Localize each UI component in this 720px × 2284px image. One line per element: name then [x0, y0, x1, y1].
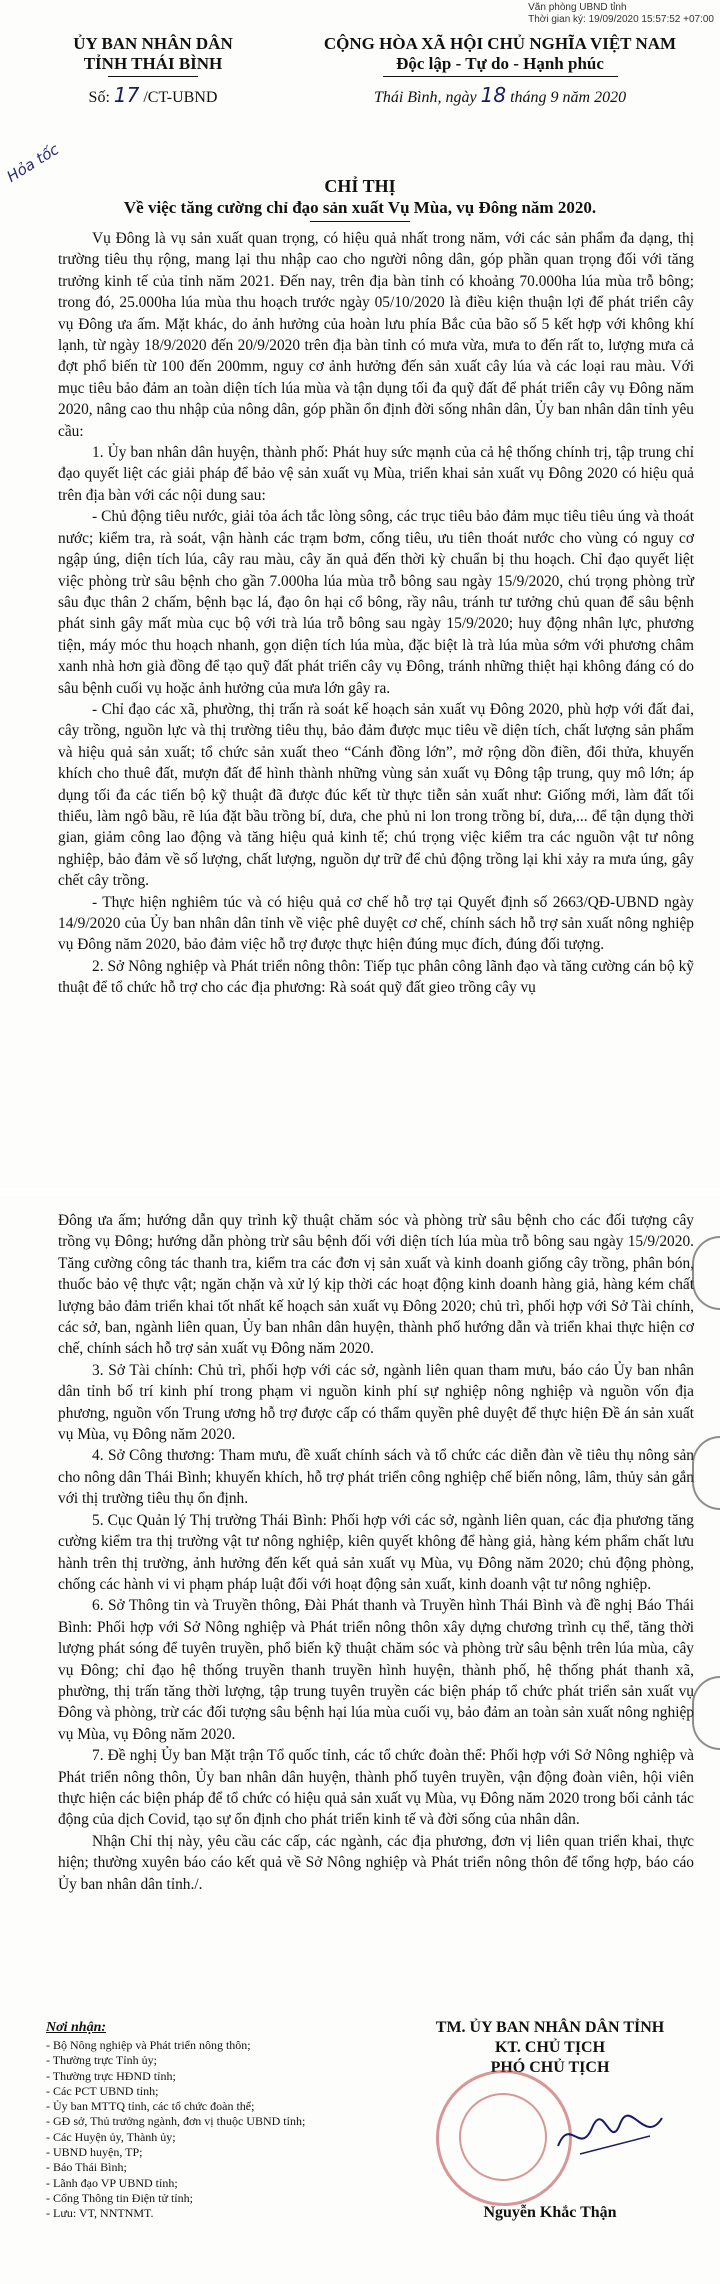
recipient-item: - Các Huyện ủy, Thành ủy; — [46, 2129, 176, 2144]
recipient-item: - Lãnh đạo VP UBND tỉnh; — [46, 2175, 178, 2190]
signer-name: Nguyễn Khắc Thận — [483, 2204, 617, 2221]
document-subject: Về việc tăng cường chỉ đạo sản xuất Vụ Mùa, vụ Đông năm 2020. — [123, 198, 597, 217]
paragraph: 5. Cục Quản lý Thị trường Thái Bình: Phối hợp với các sở, ngành liên quan, các địa phương tăng cường kiểm tra thị trường vật tư nông nghiệp, kiên quyết không để hàng giả, hàng kém phẩm chất lưu hành trên thị trường, ảnh hưởng đến kết quả sản xuất vụ Mùa, vụ Đông năm 2020; chủ động phòng, chống các hành vi vi phạm pháp luật đối với hoạt động sản xuất, kinh doanh vật tư nông nghiệp. — [58, 1511, 694, 1593]
paragraph: - Chỉ đạo các xã, phường, thị trấn rà soát kế hoạch sản xuất vụ Đông 2020, phù hợp với đất đai, cây trồng, nguồn lực và thị trường tiêu thụ, bảo đảm được mục tiêu về diện tích, chất lượng sản phẩm và hiệu quả sản xuất; tổ chức sản xuất theo “Cánh đồng lớn”, mở rộng dồn điền, đổi thửa, khuyến khích cho thuê đất, mượn đất để hình thành những vùng sản xuất vụ Đông tập trung, quy mô lớn; áp dụng tối đa các tiến bộ kỹ thuật đã được đúc kết từ thực tiễn sản xuất như: Giống mới, làm đất tối thiểu, làm ngô bầu, rẽ lúa đặt bầu trồng bí, dưa, che phủ ni lon trong trồng bí, dưa,... để tận dụng thời gian, giảm công lao động và tăng hiệu quả kinh tế; chú trọng việc kiểm tra các nguồn vật tư nông nghiệp, bảo đảm về số lượng, chất lượng, nguồn dự trữ để chủ động trồng lại khi xảy ra mưa úng, gây chết cây trồng. — [58, 700, 694, 890]
recipient-item: - Bộ Nông nghiệp và Phát triển nông thôn; — [46, 2038, 251, 2052]
paragraph: - Thực hiện nghiêm túc và có hiệu quả cơ chế hỗ trợ tại Quyết định số 2663/QĐ-UBND ngày 14/9/2020 của Ủy ban nhân dân tỉnh về việc phê duyệt cơ chế, chính sách hỗ trợ sản xuất nông nghiệp vụ Đông năm 2020, bảo đảm việc hỗ trợ được thực hiện đúng mục đích, đúng đối tượng. — [58, 893, 694, 954]
paragraph: - Chủ động tiêu nước, giải tỏa ách tắc lòng sông, các trục tiêu bảo đảm mục tiêu tiêu úng và thoát nước; kiểm tra, rà soát, vận hành các trạm bơm, cống tiêu, ưu tiên thoát nước cho vùng có nguy cơ ngập úng, diện tích lúa, cây rau màu, cây ăn quả đến thời kỳ chuẩn bị thu hoạch. Chỉ đạo quyết liệt việc phòng trừ sâu bệnh cho gần 7.000ha lúa mùa trỗ bông sau ngày 15/9/2020, chú trọng phòng trừ sâu đục thân 2 chấm, bệnh bạc lá, đạo ôn hại cổ bông, rầy nâu, tránh tư tưởng chủ quan để sâu bệnh phát sinh gây mất mùa cục bộ với trà lúa trỗ bông sau ngày 15/9/2020; huy động nhân lực, phương tiện, máy móc thu hoạch nhanh, gọn diện tích lúa mùa, đặc biệt là trà lúa mùa sớm với phương châm xanh nhà hơn già đồng để tạo quỹ đất phát triển cây vụ Đông, tránh những thiệt hại không đáng có do sâu bệnh cuối vụ hoặc ảnh hưởng của mưa lớn gây ra. — [58, 508, 694, 697]
handwritten-signature-icon — [550, 2106, 670, 2166]
signature-title: PHÓ CHỦ TỊCH — [490, 2059, 610, 2076]
page-1-body — [58, 228, 694, 999]
org-underline — [108, 76, 198, 77]
paragraph: 3. Sở Tài chính: Chủ trì, phối hợp với các sở, ngành liên quan tham mưu, báo cáo Ủy ban nhân dân tỉnh bố trí kinh phí trong phạm vi nguồn kinh phí sự nghiệp nông nghiệp và nguồn vốn địa phương, nguồn vốn Trung ương hỗ trợ được cấp có thẩm quyền phê duyệt để thực hiện Đề án sản xuất vụ Mùa, vụ Đông năm 2020. — [58, 1361, 694, 1444]
side-stamp-mark — [692, 1676, 720, 1750]
side-stamp-mark — [692, 1436, 720, 1510]
recipient-item: - UBND huyện, TP; — [46, 2145, 143, 2160]
recipient-item: - Báo Thái Bình; — [46, 2160, 127, 2175]
recipient-item: - Thường trực Tỉnh ủy; — [46, 2053, 157, 2068]
doc-number-prefix: Số: — [88, 89, 114, 106]
recipient-item: - GĐ sở, Thủ trưởng ngành, đơn vị thuộc UBND tỉnh; — [46, 2114, 306, 2129]
nation-name: CỘNG HÒA XÃ HỘI CHỦ NGHĨA VIỆT NAM — [323, 34, 677, 53]
document-type-title: CHỈ THỊ — [324, 176, 396, 196]
recipient-item: - Thường trực HĐND tỉnh; — [46, 2068, 176, 2083]
issue-date — [300, 85, 700, 108]
recipient-item: - Cổng Thông tin Điện tử tỉnh; — [46, 2190, 193, 2205]
stamp-line-2: Thời gian ký: 19/09/2020 15:57:52 +07:00 — [528, 14, 714, 25]
digital-signature-stamp — [528, 2, 714, 26]
paragraph: 7. Đề nghị Ủy ban Mặt trận Tổ quốc tỉnh, các tổ chức đoàn thể: Phối hợp với Sở Nông nghiệp và Phát triển nông thôn, Ủy ban nhân dân huyện, thành phố tuyên truyền, vận động đoàn viên, hội viên thực hiện các biện pháp để tổ chức có hiệu quả sản xuất vụ Mùa, vụ Đông năm 2020 trong bối cảnh tác động của dịch Covid, tạo sự ổn định cho phát triển kinh tế và đời sống của nhân dân. — [58, 1747, 694, 1829]
paragraph: 6. Sở Thông tin và Truyền thông, Đài Phát thanh và Truyền hình Thái Bình và đề nghị Báo Thái Bình: Phối hợp với Sở Nông nghiệp và Phát triển nông thôn xây dựng chương trình cụ thể, tăng thời lượng phát sóng để tuyên truyền, phổ biến kỹ thuật chăm sóc và phòng trừ sâu bệnh trên lúa mùa, cây vụ Đông; chỉ đạo hệ thống truyền thanh truyền hình huyện, thành phố, hệ thống phát thanh xã, phường, thị trấn tăng thời lượng, tập trung tuyên truyền các biện pháp tổ chức phát triển sản xuất vụ Đông và phòng, trừ các đối tượng sâu bệnh hại lúa mùa cuối vụ, bảo đảm an toàn sản xuất nông nghiệp vụ Mùa, vụ Đông năm 2020. — [58, 1597, 694, 1743]
side-stamp-mark — [692, 1236, 720, 1310]
national-motto: Độc lập - Tự do - Hạnh phúc — [396, 54, 604, 73]
seal-inner-ring — [459, 2093, 547, 2181]
paragraph: 4. Sở Công thương: Tham mưu, đề xuất chính sách và tổ chức các diễn đàn về tiêu thụ nông sản cho nông dân Thái Bình; khuyến khích, hỗ trợ phát triển công nghiệp chế biến nông, lâm, thủy sản gắn với thị trường tiêu thụ ổn định. — [58, 1447, 694, 1508]
signature-on-behalf: KT. CHỦ TỊCH — [494, 2039, 606, 2056]
recipients-title: Nơi nhận: — [46, 2020, 107, 2035]
paragraph: Nhận Chỉ thị này, yêu cầu các cấp, các ngành, các địa phương, đơn vị liên quan triển khai, thực hiện; thường xuyên báo cáo kết quả về Sở Nông nghiệp và Phát triển nông thôn để tổng hợp, báo cáo Ủy ban nhân dân tỉnh./. — [58, 1832, 694, 1893]
paragraph: Đông ưa ấm; hướng dẫn quy trình kỹ thuật chăm sóc và phòng trừ sâu bệnh cho các đối tượng cây trồng vụ Đông; hướng dẫn phòng trừ sâu bệnh đối với diện tích lúa mùa trỗ bông sau ngày 15/9/2020. Tăng cường công tác thanh tra, kiểm tra các đơn vị sản xuất và kinh doanh giống cây trồng, phân bón, thuốc bảo vệ thực vật; ngăn chặn và xử lý kịp thời các hoạt động kinh doanh hàng giả, hàng kém chất lượng bảo đảm triển khai tốt nhất kế hoạch sản xuất vụ Đông 2020; chủ trì, phối hợp với Sở Tài chính, các sở, ban, ngành liên quan, Ủy ban nhân dân huyện, thành phố hướng dẫn và triển khai thực hiện cơ chế, chính sách hỗ trợ sản xuất vụ Đông năm 2020. — [58, 1212, 694, 1358]
document-footer — [0, 2018, 720, 2278]
national-header — [300, 34, 700, 108]
handwritten-urgent-note: Hỏa tốc — [3, 140, 63, 186]
recipient-item: - Các PCT UBND tỉnh; — [46, 2083, 159, 2098]
doc-number-handwritten: 17 — [113, 83, 140, 107]
stamp-line-1: Văn phòng UBND tỉnh — [528, 2, 627, 13]
document-page-2 — [0, 1196, 720, 2284]
doc-number-suffix: /CT-UBND — [139, 89, 218, 106]
org-name-line-1: ỦY BAN NHÂN DÂN — [73, 34, 233, 53]
document-number — [38, 85, 268, 108]
date-day-handwritten: 18 — [480, 83, 507, 107]
org-name-line-2: TỈNH THÁI BÌNH — [83, 54, 223, 73]
page-2-body — [58, 1210, 694, 1895]
date-prefix: Thái Bình, ngày — [373, 89, 481, 106]
recipient-item: - Lưu: VT, NNTNMT. — [46, 2206, 154, 2221]
paragraph: Vụ Đông là vụ sản xuất quan trọng, có hiệu quả nhất trong năm, với các sản phẩm đa dạng, thị trường tiêu thụ rộng, mang lại thu nhập cao cho người nông dân, góp phần quan trọng đối với tăng trưởng kinh tế của tỉnh năm 2021. Đến nay, trên địa bàn tỉnh có khoảng 70.000ha lúa mùa trỗ bông; trong đó, 25.000ha lúa mùa thu hoạch trước ngày 05/10/2020 là điều kiện thuận lợi để phát triển cây vụ Đông ưa ấm. Mặt khác, do ảnh hưởng của hoàn lưu phía Bắc của bão số 5 kết hợp với không khí lạnh, từ ngày 18/9/2020 đến 20/9/2020 trên địa bàn tỉnh có mưa vừa, mưa to đến rất to, lượng mưa cả đợt phổ biến từ 100 đến 200mm, nguy cơ ảnh hưởng đến sản xuất cây lúa và các loại rau màu. Với mục tiêu bảo đảm an toàn diện tích lúa mùa và tận dụng tối đa quỹ đất để phát triển cây vụ Đông năm 2020, nâng cao thu nhập của nông dân, góp phần ổn định đời sống nhân dân, Ủy ban nhân dân tỉnh yêu cầu: — [58, 230, 694, 440]
paragraph: 2. Sở Nông nghiệp và Phát triển nông thôn: Tiếp tục phân công lãnh đạo và tăng cường cán bộ kỹ thuật để tổ chức hỗ trợ cho các địa phương: Rà soát quỹ đất gieo trồng cây vụ — [58, 957, 694, 997]
date-suffix: tháng 9 năm 2020 — [506, 89, 627, 106]
recipient-item: - Ủy ban MTTQ tỉnh, các tổ chức đoàn thể; — [46, 2099, 255, 2114]
motto-underline — [383, 76, 618, 77]
page-separator — [0, 1188, 720, 1196]
issuing-authority — [38, 34, 268, 108]
paragraph: 1. Ủy ban nhân dân huyện, thành phố: Phát huy sức mạnh của cả hệ thống chính trị, tập trung chỉ đạo quyết liệt các giải pháp để bảo vệ sản xuất vụ Mùa, triển khai sản xuất vụ Đông 2020 có hiệu quả trên địa bàn với các nội dung sau: — [58, 444, 694, 504]
signature-block — [400, 2018, 700, 2221]
signature-authority: TM. ỦY BAN NHÂN DÂN TỈNH — [435, 2019, 665, 2036]
subject-underline — [310, 221, 410, 222]
recipients-list — [46, 2018, 346, 2222]
